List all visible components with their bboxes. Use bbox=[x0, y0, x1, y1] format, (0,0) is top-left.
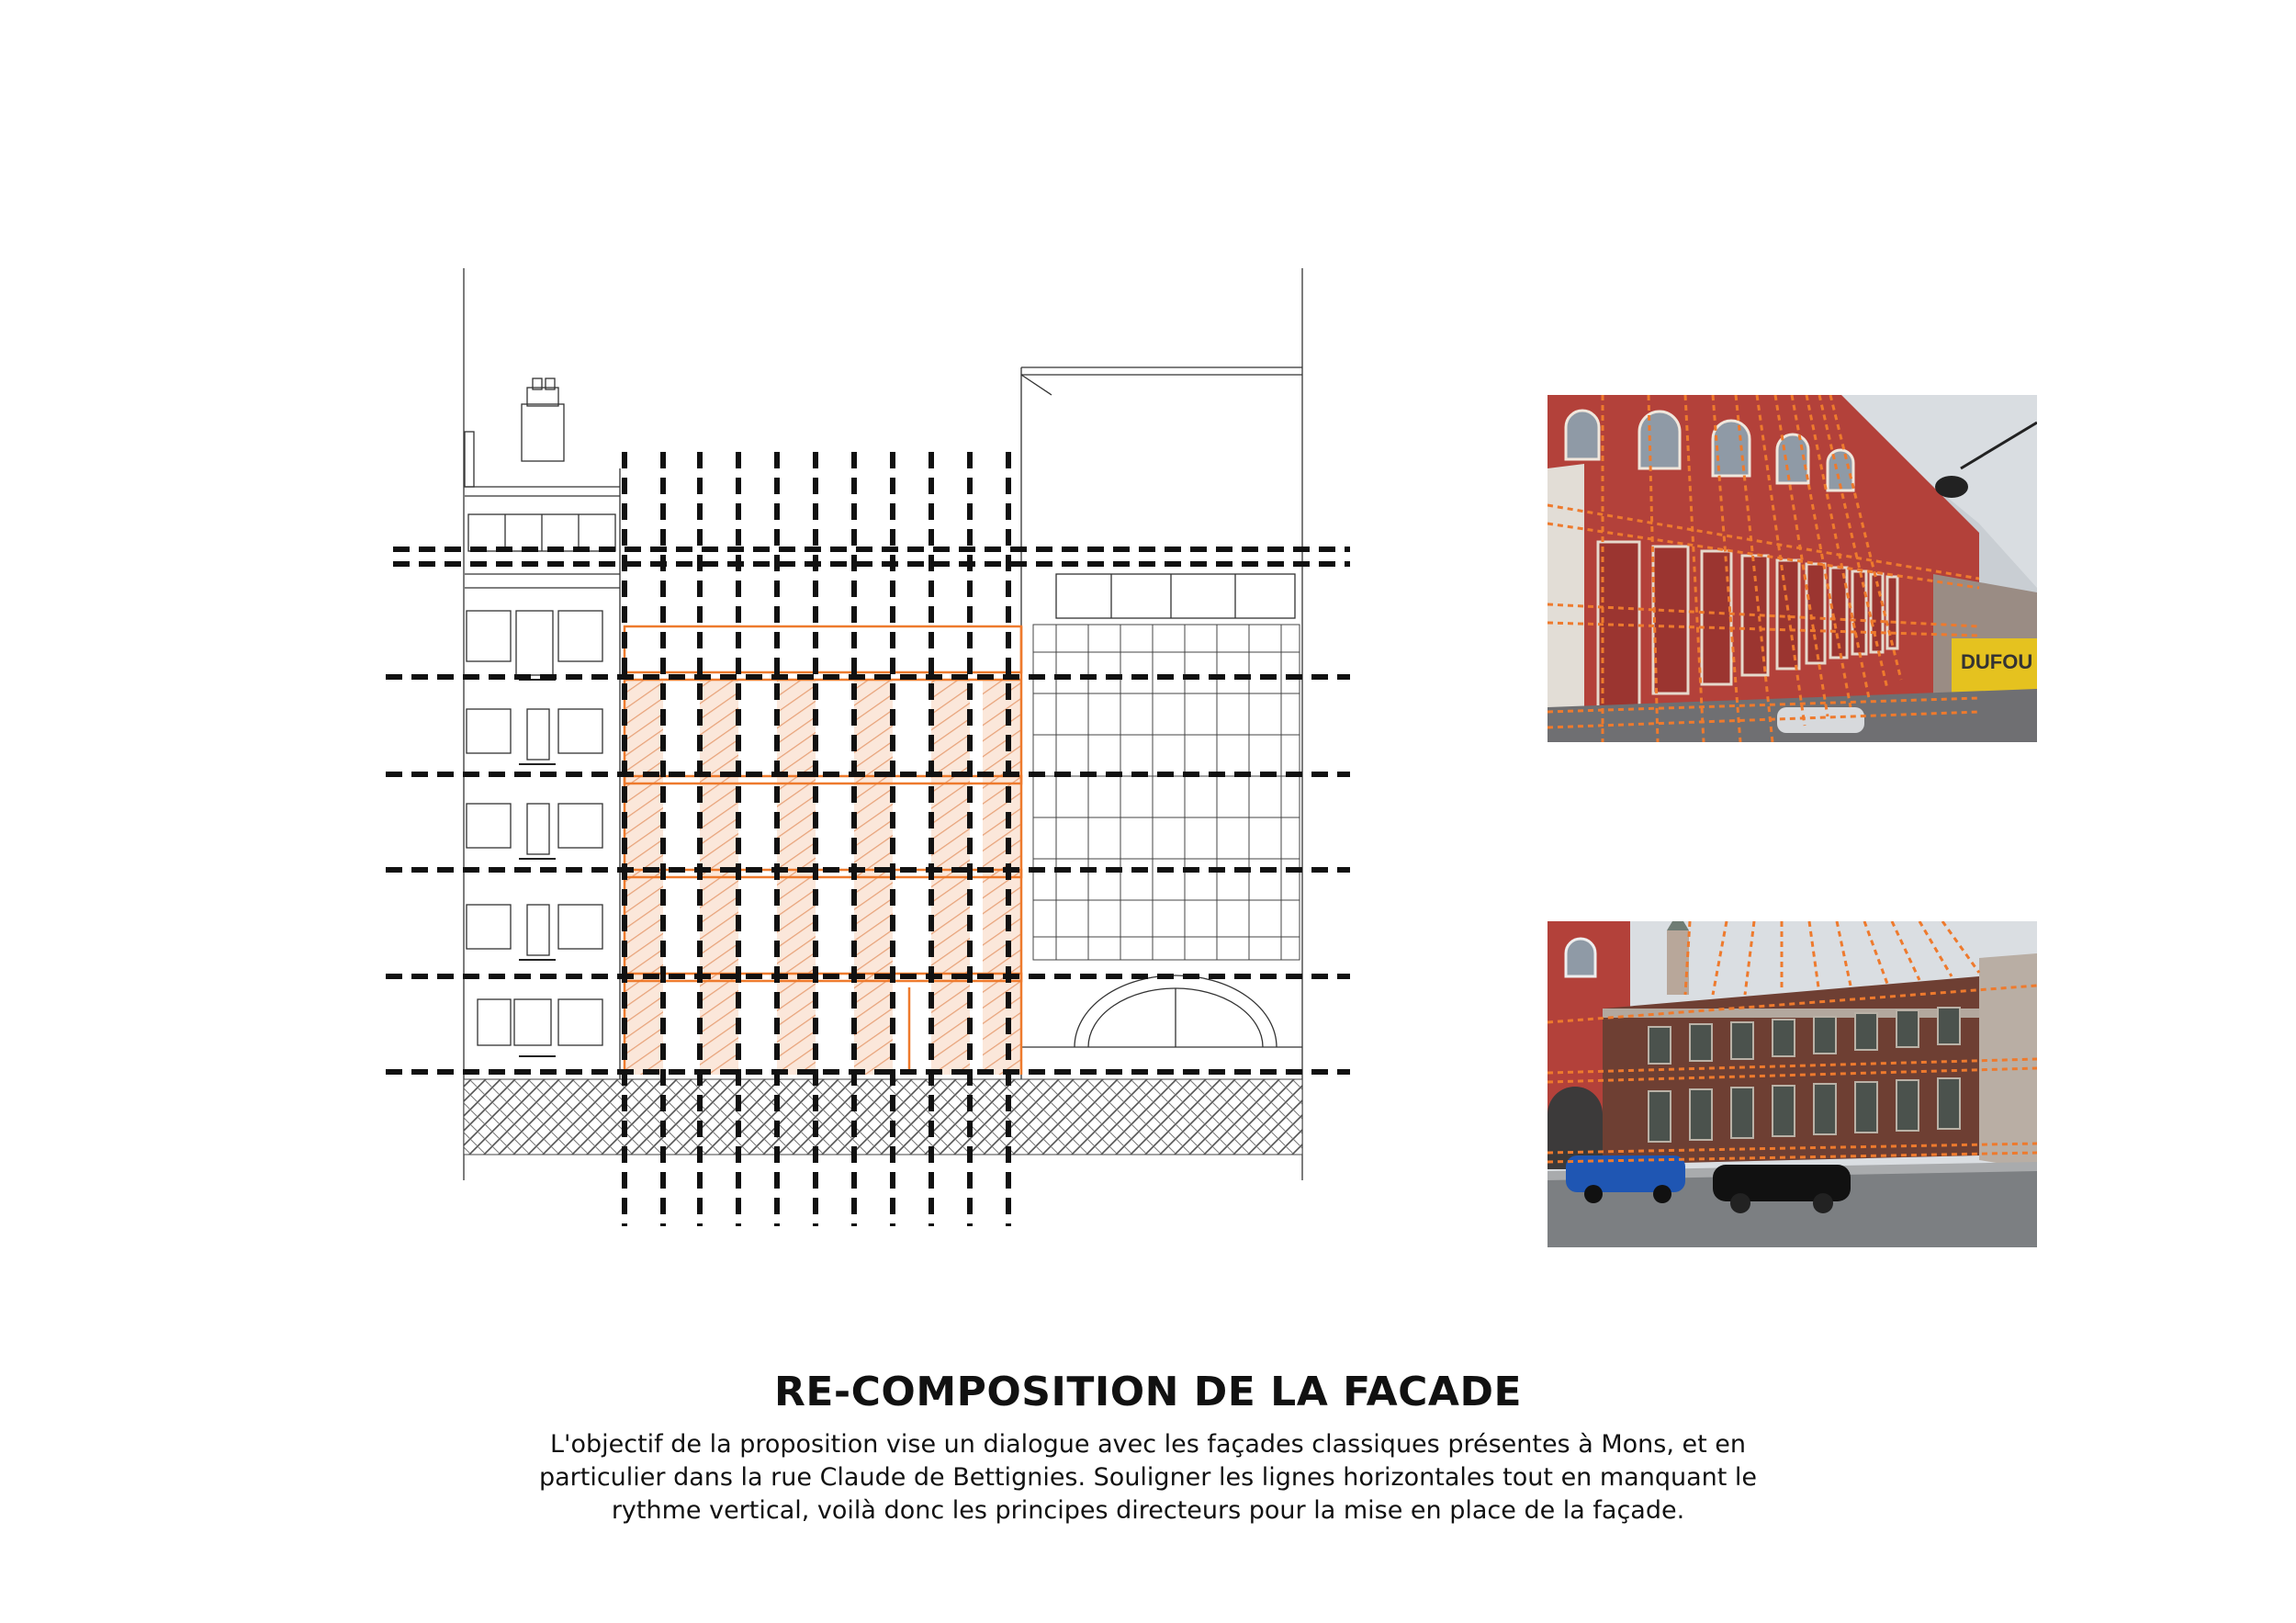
reference-photo-bottom bbox=[1548, 921, 2037, 1247]
description-text: L'objectif de la proposition vise un dialogue avec les façades classiques présentes à Mons, et en particulier dans la rue Claude de Bettignies. Souligner les lignes horizontales tout en manquant le rythme vertical, voilà donc les principes directeurs pour la mise en place de la façade. bbox=[538, 1430, 1758, 1525]
right-neighbour-building bbox=[1021, 367, 1302, 1079]
caption-block bbox=[0, 1369, 2296, 1527]
page-title: RE-COMPOSITION DE LA FACADE bbox=[773, 1369, 1523, 1415]
truck-sign-text: DUFOU bbox=[1961, 650, 2033, 673]
reference-photo-top bbox=[1548, 395, 2037, 742]
new-facade bbox=[625, 626, 1021, 1075]
ground-section bbox=[464, 1079, 1302, 1155]
